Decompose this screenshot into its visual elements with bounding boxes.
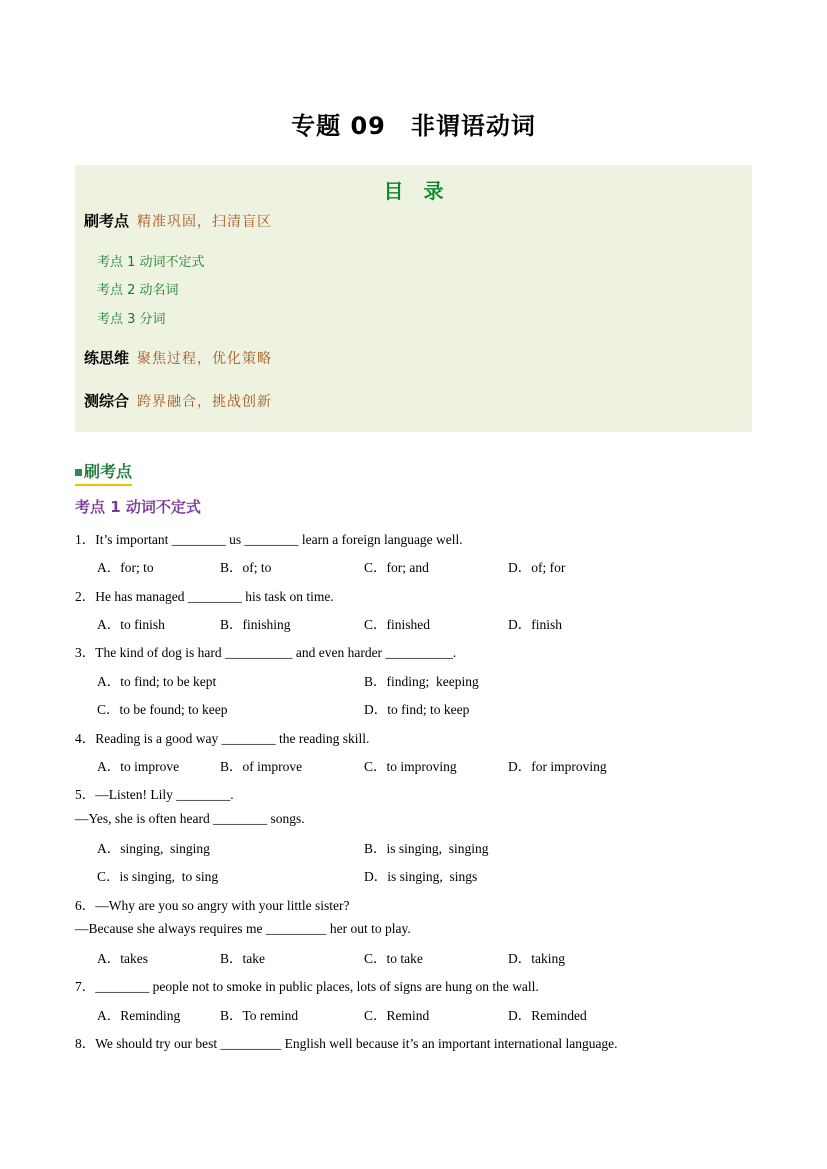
question-5-stem: 5．—Listen! Lily ________. — [75, 787, 234, 802]
topic-heading: 考点 1 动词不定式 — [75, 498, 201, 516]
q3-option-b[interactable]: B．finding; keeping — [364, 674, 479, 689]
question-5-stem-line-2: —Yes, she is often heard ________ songs. — [75, 811, 305, 826]
question-3-stem: 3．The kind of dog is hard __________ and even harder __________. — [75, 645, 457, 660]
q3-option-a[interactable]: A．to find; to be kept — [97, 674, 217, 689]
q4-option-b[interactable]: B．of improve — [220, 759, 303, 774]
toc-section-1[interactable] — [84, 210, 272, 231]
toc-section-subtitle: 聚焦过程，优化策略 — [137, 351, 273, 367]
q2-option-b[interactable]: B．finishing — [220, 617, 291, 632]
q2-option-a[interactable]: A．to finish — [97, 617, 165, 632]
q1-option-b[interactable]: B．of; to — [220, 560, 272, 575]
q1-option-d[interactable]: D．of; for — [508, 560, 566, 575]
question-7-stem: 7．________ people not to smoke in public places, lots of signs are hung on the wall. — [75, 979, 539, 994]
q3-option-d[interactable]: D．to find; to keep — [364, 702, 470, 717]
q1-option-c[interactable]: C．for; and — [364, 560, 429, 575]
q1-option-a[interactable]: A．for; to — [97, 560, 154, 575]
question-6-stem: 6．—Why are you so angry with your little sister? — [75, 898, 350, 913]
q6-option-d[interactable]: D．taking — [508, 951, 565, 966]
q2-option-c[interactable]: C．finished — [364, 617, 430, 632]
q5-option-a[interactable]: A．singing, singing — [97, 841, 210, 856]
question-6-stem-line-2: —Because she always requires me _________ her out to play. — [75, 921, 411, 936]
q6-option-c[interactable]: C．to take — [364, 951, 423, 966]
q4-option-d[interactable]: D．for improving — [508, 759, 607, 774]
section-heading-text: 刷考点 — [84, 462, 133, 481]
section-heading — [75, 459, 132, 486]
q6-option-a[interactable]: A．takes — [97, 951, 148, 966]
q5-option-b[interactable]: B．is singing, singing — [364, 841, 489, 856]
question-1-stem: 1．It’s important ________ us ________ learn a foreign language well. — [75, 532, 463, 547]
q5-option-c[interactable]: C．is singing, to sing — [97, 869, 219, 884]
square-bullet-icon — [75, 469, 82, 476]
q7-option-a[interactable]: A．Reminding — [97, 1008, 181, 1023]
q4-option-c[interactable]: C．to improving — [364, 759, 457, 774]
q7-option-c[interactable]: C．Remind — [364, 1008, 430, 1023]
toc-item-1[interactable]: 考点 1 动词不定式 — [97, 255, 205, 270]
toc-item-2[interactable]: 考点 2 动名词 — [97, 283, 179, 298]
toc-section-3[interactable] — [84, 390, 272, 411]
q7-option-d[interactable]: D．Reminded — [508, 1008, 587, 1023]
toc-item-3[interactable]: 考点 3 分词 — [97, 312, 166, 327]
question-4-stem: 4．Reading is a good way ________ the reading skill. — [75, 731, 370, 746]
q4-option-a[interactable]: A．to improve — [97, 759, 180, 774]
question-8-stem: 8．We should try our best _________ English well because it’s an important international language. — [75, 1036, 618, 1051]
q2-option-d[interactable]: D．finish — [508, 617, 562, 632]
toc-section-label: 练思维 — [84, 349, 130, 367]
document-title: 专题 09 非谓语动词 — [291, 112, 536, 140]
toc-section-label: 测综合 — [84, 392, 130, 410]
q3-option-c[interactable]: C．to be found; to keep — [97, 702, 228, 717]
question-2-stem: 2．He has managed ________ his task on time. — [75, 589, 334, 604]
toc-section-label: 刷考点 — [84, 212, 130, 230]
q6-option-b[interactable]: B．take — [220, 951, 265, 966]
toc-section-subtitle: 跨界融合，挑战创新 — [137, 394, 273, 410]
q7-option-b[interactable]: B．To remind — [220, 1008, 299, 1023]
q5-option-d[interactable]: D．is singing, sings — [364, 869, 478, 884]
table-of-contents — [75, 165, 752, 432]
toc-section-subtitle: 精准巩固，扫清盲区 — [137, 214, 273, 230]
toc-section-2[interactable] — [84, 347, 272, 368]
toc-heading: 目 录 — [383, 179, 444, 203]
